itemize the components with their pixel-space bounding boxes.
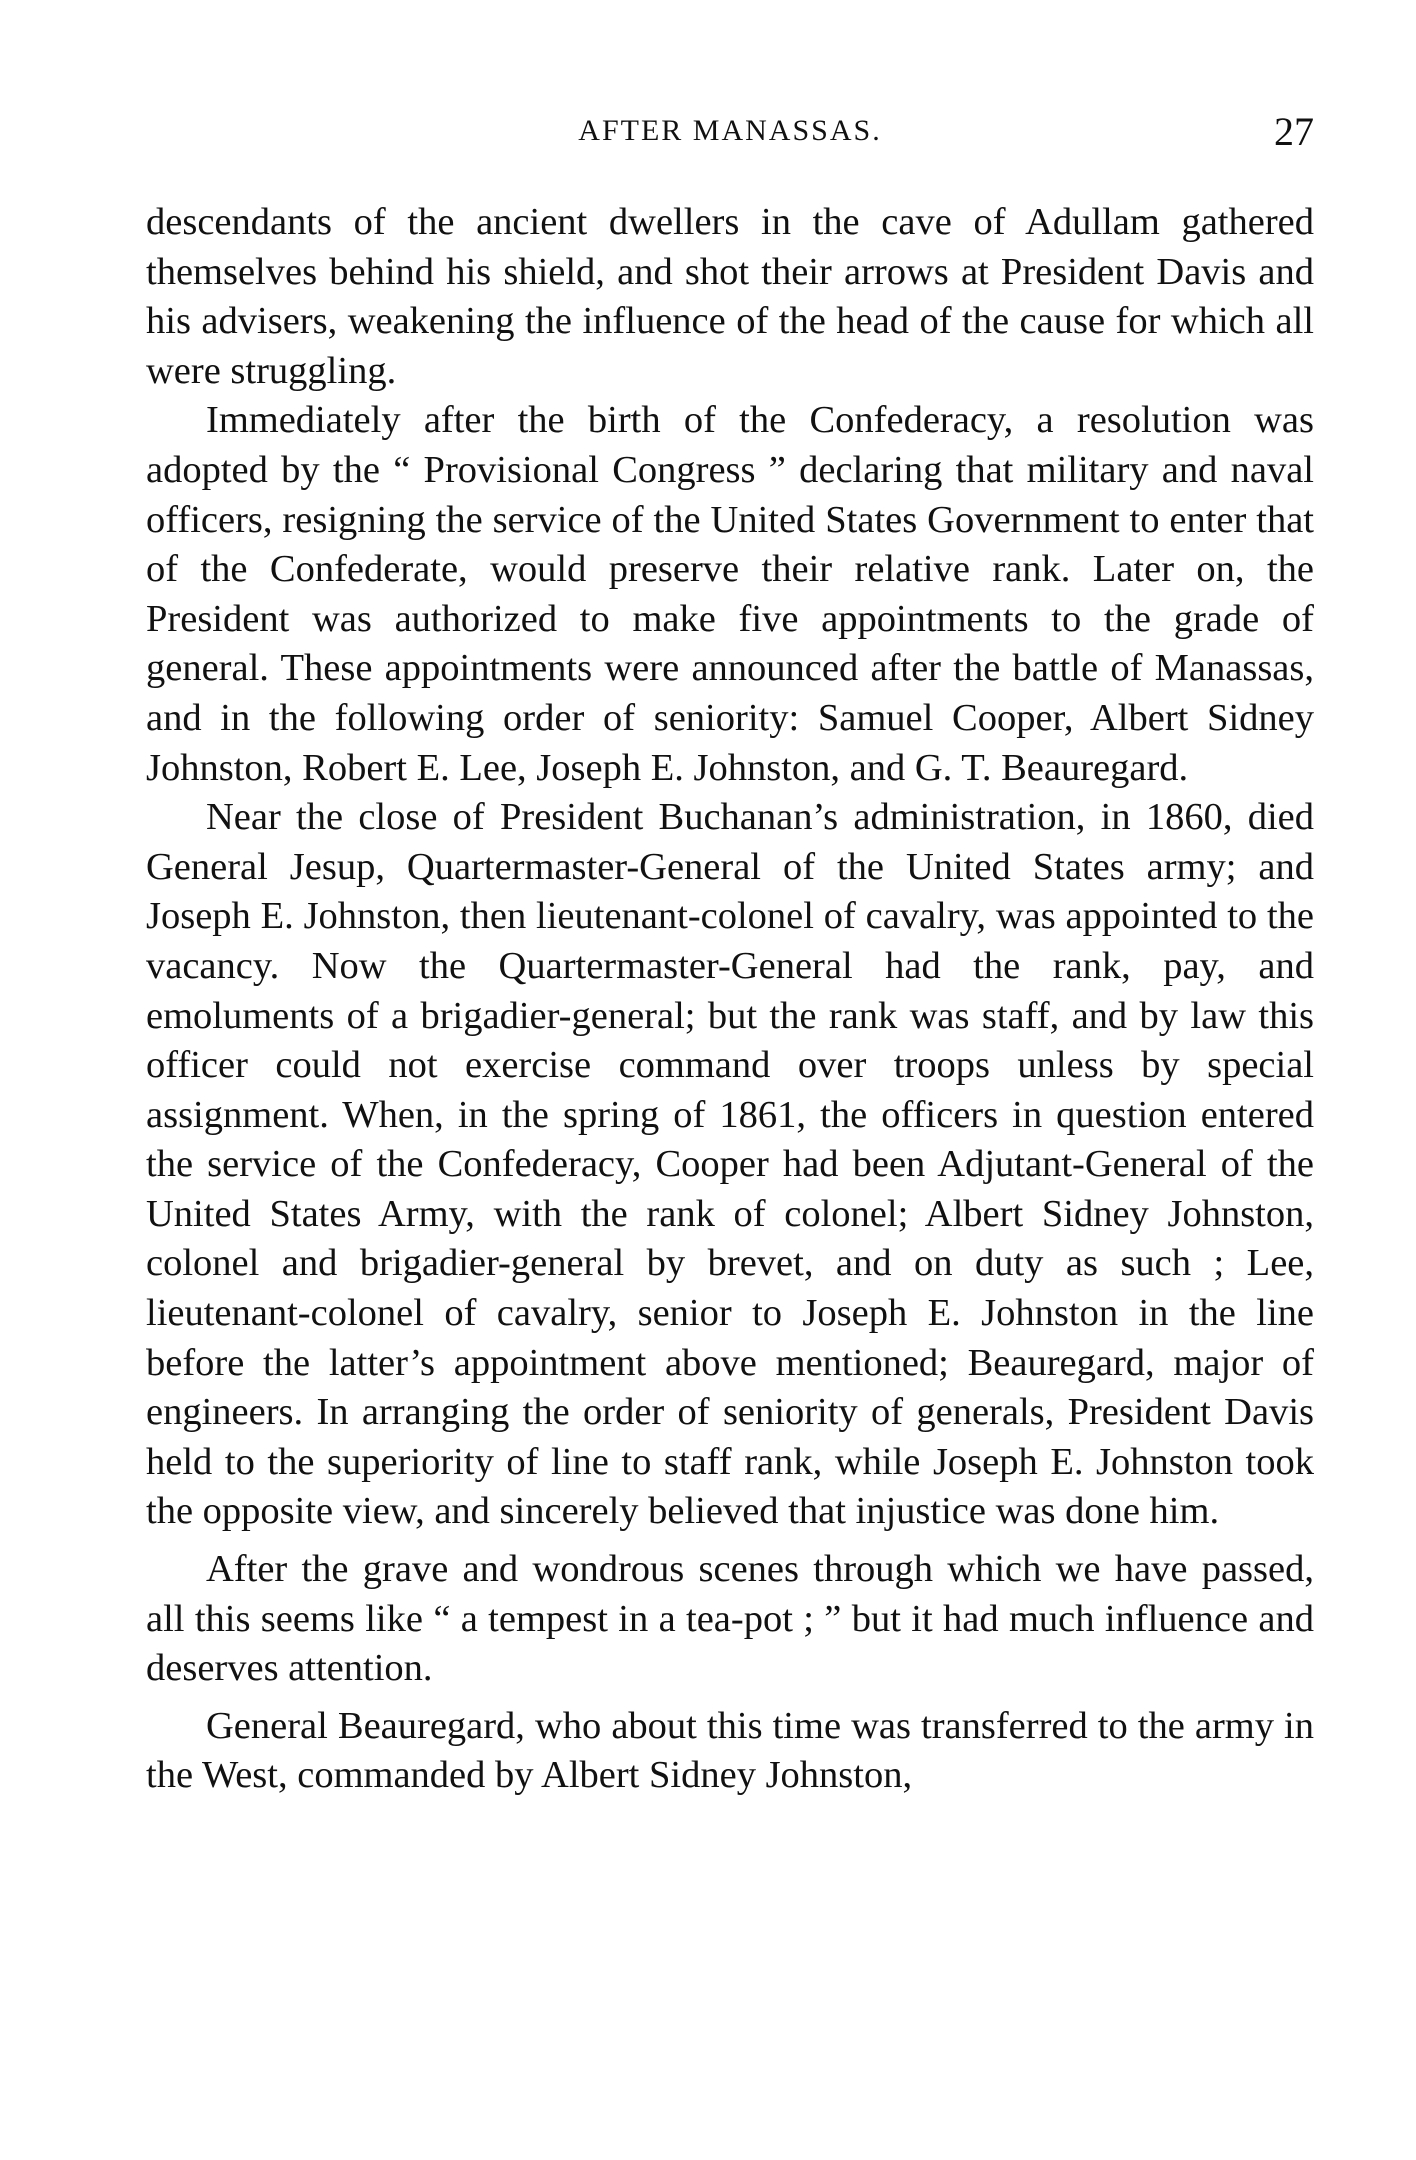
- paragraph-confederacy-resolution: Immediately after the birth of the Confederacy, a resolution was adopted by the “ Provisional Congress ” declaring that military and naval officers, resigning the service of the United States Government to enter that of the Confederate, would preserve their relative rank. Later on, the President was authorized to make five appointments to the grade of general. These appointments were announced after the battle of Manassas, and in the following order of seniority: Samuel Cooper, Albert Sidney Johnston, Robert E. Lee, Joseph E. Johnston, and G. T. Beauregard.: [146, 399, 1314, 789]
- paragraph-continuation: descendants of the ancient dwellers in the cave of Adullam gathered themselves behind his shield, and shot their arrows at President Davis and his advisers, weakening the influence of the head of the cause for which all were struggling.: [146, 201, 1314, 392]
- running-head: [146, 108, 1314, 160]
- running-title: AFTER MANASSAS.: [578, 114, 882, 147]
- paragraph-tempest-teapot: After the grave and wondrous scenes through which we have passed, all this seems like “ a tempest in a tea-pot ; ” but it had much influence and deserves attention.: [146, 1548, 1314, 1690]
- page-number: 27: [1274, 109, 1314, 154]
- body-text: [146, 198, 1314, 1801]
- paragraph-beauregard-transfer: General Beauregard, who about this time was transferred to the army in the West, commanded by Albert Sidney Johnston,: [146, 1704, 1314, 1797]
- paragraph-quartermaster-general: Near the close of President Buchanan’s administration, in 1860, died General Jesup, Quartermaster-General of the United States army; and Joseph E. Johnston, then lieutenant-colonel of cavalry, was appointed to the vacancy. Now the Quartermaster-General had the rank, pay, and emoluments of a brigadier-general; but the rank was staff, and by law this officer could not exercise command over troops unless by special assignment. When, in the spring of 1861, the officers in question entered the service of the Confederacy, Cooper had been Adjutant-General of the United States Army, with the rank of colonel; Albert Sidney Johnston, colonel and brigadier-general by brevet, and on duty as such ; Lee, lieutenant-colonel of cavalry, senior to Joseph E. Johnston in the line before the latter’s appointment above mentioned; Beauregard, major of engineers. In arranging the order of seniority of generals, President Davis held to the superiority of line to staff rank, while Joseph E. Johnston took the opposite view, and sincerely believed that injustice was done him.: [146, 796, 1314, 1533]
